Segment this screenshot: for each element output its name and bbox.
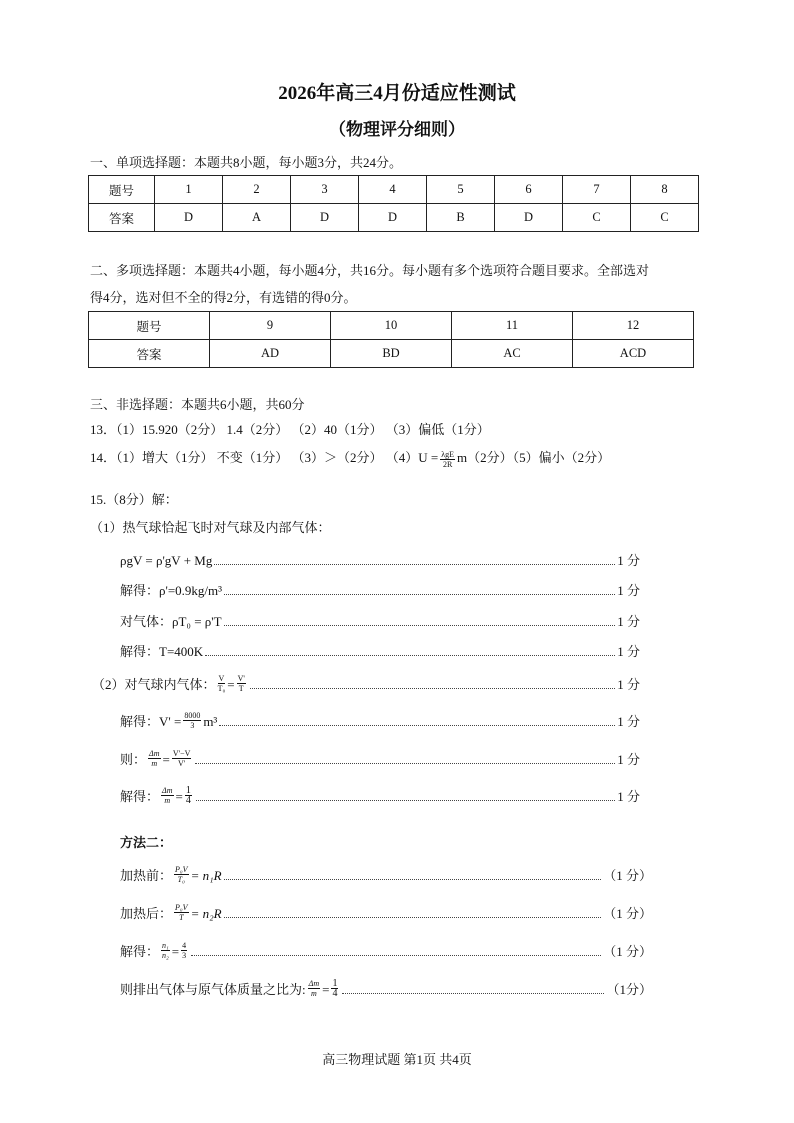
fraction <box>183 711 201 730</box>
page-title: 2026年高三4月份适应性测试 <box>278 83 516 104</box>
score: （1 分） <box>603 906 652 921</box>
fraction <box>218 674 226 693</box>
fraction <box>181 941 187 960</box>
q13-answer: 13．（1）15.920（2分） 1.4（2分） （2）40（1分） （3）偏低（1分） <box>90 422 490 437</box>
dotted-leader <box>224 625 616 626</box>
table-cell: D <box>291 204 359 232</box>
solution-line <box>120 941 652 960</box>
dotted-leader <box>224 879 602 880</box>
fraction <box>237 674 246 693</box>
table-cell: 7 <box>563 176 631 204</box>
dotted-leader <box>224 594 615 595</box>
numerator: V' <box>237 674 245 683</box>
solution-line <box>120 550 640 569</box>
numerator: 1 <box>185 785 191 796</box>
fraction <box>161 786 173 805</box>
fraction <box>172 749 192 768</box>
line-label: 解得： <box>120 789 160 804</box>
denominator: m <box>164 796 171 805</box>
score: （1分） <box>606 982 652 997</box>
fraction <box>308 979 320 998</box>
equals: = <box>171 944 180 959</box>
line-label: 则： <box>120 752 147 767</box>
table-cell: D <box>359 204 427 232</box>
q14-part-b: m（2分）（5）偏小（2分） <box>457 450 611 465</box>
dotted-leader <box>191 955 601 956</box>
denominator: 3 <box>190 721 195 730</box>
line-label: 则排出气体与原气体质量之比为: <box>120 982 306 997</box>
fraction <box>174 903 189 922</box>
fraction <box>185 786 192 805</box>
method2-heading: 方法二： <box>120 835 173 850</box>
denominator: T <box>179 913 184 922</box>
table-cell: AD <box>210 340 331 368</box>
table-cell: BD <box>331 340 452 368</box>
table-cell: 6 <box>495 176 563 204</box>
solution-line <box>120 786 640 805</box>
solution-line <box>92 674 640 693</box>
denominator: T₀ <box>177 875 185 884</box>
answer-table-1 <box>88 175 699 232</box>
rhs: = n₁R <box>190 868 222 883</box>
answer-table-2 <box>88 311 694 368</box>
equals: = <box>162 752 170 767</box>
dotted-leader <box>195 763 615 764</box>
numerator: P₀V <box>175 903 188 912</box>
table-cell: 1 <box>155 176 223 204</box>
q14-part-a: 14．（1）增大（1分） 不变（1分） （3）＞（2分） （4）U = <box>90 450 439 465</box>
unit: m³ <box>203 714 218 729</box>
table-cell: 3 <box>291 176 359 204</box>
line-text: 对气体：ρT₀ = ρ'T <box>120 614 222 629</box>
numerator: 8000 <box>184 711 201 720</box>
line-label: 加热后： <box>120 906 173 921</box>
numerator: P₀V <box>175 865 188 874</box>
denominator: 3 <box>182 951 187 960</box>
equals: = <box>322 982 330 997</box>
table-cell: D <box>495 204 563 232</box>
line-label: 解得：V' = <box>120 714 182 729</box>
section1-heading: 一、单项选择题：本题共8小题，每小题3分，共24分。 <box>90 155 403 170</box>
score: 1 分 <box>617 583 640 598</box>
dotted-leader <box>196 800 615 801</box>
section2-heading-1: 二、多项选择题：本题共4小题，每小题4分，共16分。每小题有多个选项符合题目要求。全部选对 <box>90 263 650 278</box>
section3-heading: 三、非选择题：本题共6小题，共60分 <box>90 397 305 412</box>
table-cell: C <box>631 204 699 232</box>
solution-line <box>120 979 652 998</box>
fraction <box>331 979 338 998</box>
table-cell: D <box>155 204 223 232</box>
table-cell: 2 <box>223 176 291 204</box>
table-cell: 8 <box>631 176 699 204</box>
table-cell: A <box>223 204 291 232</box>
table-cell: 12 <box>573 312 694 340</box>
table-header-cell: 题号 <box>89 176 155 204</box>
numerator: V'−V <box>172 749 191 758</box>
page-footer: 高三物理试题 第1页 共4页 <box>322 1052 472 1067</box>
score: 1 分 <box>617 553 640 568</box>
line-label: 解得： <box>120 944 160 959</box>
numerator: 1 <box>332 978 338 989</box>
line-label: 加热前： <box>120 868 173 883</box>
denominator: m <box>310 989 317 998</box>
numerator: λgE <box>441 449 454 459</box>
dotted-leader <box>224 917 602 918</box>
numerator: n₁ <box>162 941 169 950</box>
table-cell: C <box>563 204 631 232</box>
dotted-leader <box>342 993 604 994</box>
table-cell: AC <box>452 340 573 368</box>
table-cell: ACD <box>573 340 694 368</box>
table-cell: 11 <box>452 312 573 340</box>
denominator: m <box>151 759 158 768</box>
section2-heading-2: 得4分，选对但不全的得2分，有选错的得0分。 <box>90 290 357 305</box>
table-cell: 4 <box>359 176 427 204</box>
denominator: T₀ <box>217 684 226 693</box>
score: 1 分 <box>617 714 640 729</box>
table-cell: B <box>427 204 495 232</box>
line-text: ρgV = ρ'gV + Mg <box>120 553 213 568</box>
denominator: 2R <box>442 459 453 469</box>
rhs: = n₂R <box>190 906 222 921</box>
denominator: 4 <box>332 988 338 999</box>
solution-line <box>120 865 652 884</box>
numerator: 4 <box>182 941 187 950</box>
table-cell: 10 <box>331 312 452 340</box>
denominator: 4 <box>185 795 191 806</box>
dotted-leader <box>219 725 615 726</box>
denominator: V' <box>177 759 186 768</box>
denominator: n₂ <box>162 951 169 960</box>
table-header-cell: 答案 <box>89 340 210 368</box>
score: 1 分 <box>617 644 640 659</box>
score: 1 分 <box>617 677 640 692</box>
fraction <box>161 941 170 960</box>
table-cell: 5 <box>427 176 495 204</box>
solution-line <box>120 749 640 768</box>
solution-line <box>120 580 640 599</box>
score: 1 分 <box>617 752 640 767</box>
solution-line <box>120 903 652 922</box>
solution-line <box>120 611 640 630</box>
line-text: 解得：T=400K <box>120 644 204 659</box>
fraction <box>174 865 189 884</box>
score: （1 分） <box>603 868 652 883</box>
numerator: Δm <box>308 979 320 988</box>
score: （1 分） <box>603 944 652 959</box>
table-header-cell: 答案 <box>89 204 155 232</box>
q15-head: 15.（8分）解： <box>90 492 178 507</box>
score: 1 分 <box>617 614 640 629</box>
line-label: （2）对气球内气体： <box>92 677 216 692</box>
solution-line <box>120 711 640 730</box>
dotted-leader <box>250 688 615 689</box>
dotted-leader <box>214 564 615 565</box>
dotted-leader <box>205 655 615 656</box>
equals: = <box>175 789 183 804</box>
denominator: T <box>238 684 244 693</box>
solution-line <box>120 641 640 660</box>
numerator: V <box>218 674 225 683</box>
equals: = <box>227 677 235 692</box>
line-text: 解得：ρ'=0.9kg/m³ <box>120 583 223 598</box>
table-header-cell: 题号 <box>89 312 210 340</box>
fraction <box>148 749 160 768</box>
q15-part1: （1）热气球恰起飞时对气球及内部气体： <box>90 520 331 535</box>
numerator: Δm <box>149 749 160 758</box>
score: 1 分 <box>617 789 640 804</box>
page-subtitle: （物理评分细则） <box>329 120 465 139</box>
table-cell: 9 <box>210 312 331 340</box>
numerator: Δm <box>162 786 173 795</box>
q14-answer <box>90 447 610 469</box>
fraction <box>440 450 455 469</box>
